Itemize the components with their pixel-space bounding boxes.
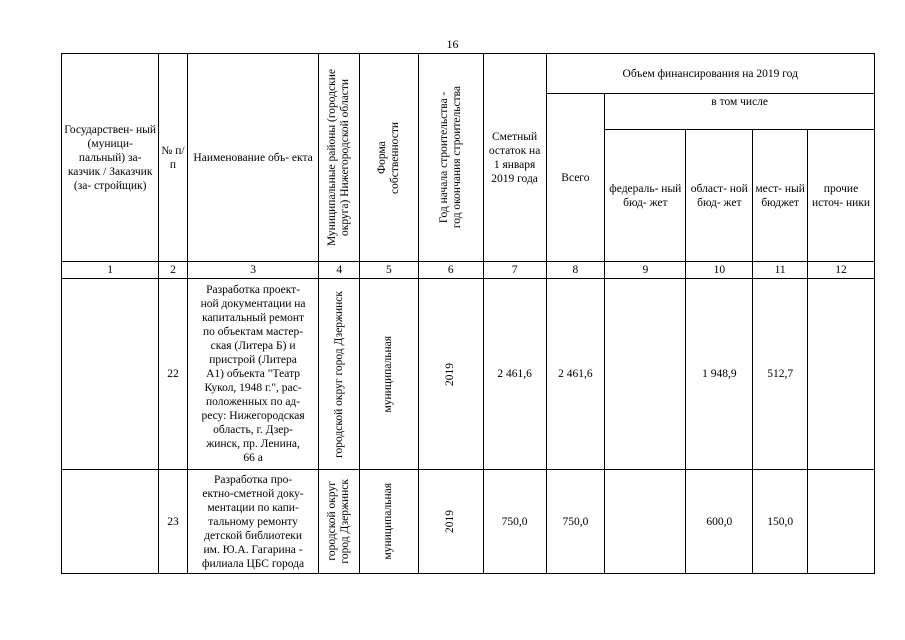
row-ownership bbox=[360, 279, 419, 470]
row-number: 22 bbox=[159, 279, 187, 470]
header-districts-text: Муниципальные районы (городские округа) Нижегородской области bbox=[326, 68, 352, 246]
row-regional: 1 948,9 bbox=[686, 279, 753, 470]
row-local: 150,0 bbox=[753, 470, 808, 574]
header-remainder: Сметный остаток на 1 января 2019 года bbox=[483, 54, 546, 262]
header-years bbox=[418, 54, 483, 262]
column-number: 3 bbox=[187, 262, 319, 279]
row-total: 750,0 bbox=[546, 470, 605, 574]
header-local: мест- ный бюджет bbox=[753, 130, 808, 262]
row-year bbox=[418, 279, 483, 470]
column-number: 1 bbox=[62, 262, 159, 279]
row-federal bbox=[605, 470, 686, 574]
column-number: 5 bbox=[360, 262, 419, 279]
column-number: 11 bbox=[753, 262, 808, 279]
row-district-text: городской округ город Дзержинск bbox=[332, 290, 345, 458]
row-object-name: Разработка про- ектно-сметной доку- ментации по капи- тальному ремонту детской библиотеки им. Ю.А. Гагарина - филиала ЦБС города bbox=[187, 470, 319, 574]
header-number: № п/ п bbox=[159, 54, 187, 262]
row-other bbox=[808, 279, 875, 470]
column-number: 2 bbox=[159, 262, 187, 279]
row-regional: 600,0 bbox=[686, 470, 753, 574]
header-federal: федераль- ный бюд- жет bbox=[605, 130, 686, 262]
row-remainder: 2 461,6 bbox=[483, 279, 546, 470]
row-district bbox=[319, 279, 360, 470]
header-financing: Объем финансирования на 2019 год bbox=[546, 54, 875, 94]
row-local: 512,7 bbox=[753, 279, 808, 470]
row-district bbox=[319, 470, 360, 574]
row-customer bbox=[62, 279, 159, 470]
page-number: 16 bbox=[446, 37, 459, 51]
row-customer bbox=[62, 470, 159, 574]
header-object-name: Наименование объ- екта bbox=[187, 54, 319, 262]
column-number-row bbox=[62, 262, 875, 279]
row-object-name: Разработка проект- ной документации на капитальный ремонт по объектам мастер- ская (Литера Б) и пристрой (Литера А1) объекта "Театр Кукол, 1948 г.", рас- положенных по ад- ресу: Нижегородская область, г. Дзер- жинск, пр. Ленина, 66 а bbox=[187, 279, 319, 470]
financing-table bbox=[61, 53, 875, 574]
header-total: Всего bbox=[546, 94, 605, 262]
row-other bbox=[808, 470, 875, 574]
column-number: 4 bbox=[319, 262, 360, 279]
row-federal bbox=[605, 279, 686, 470]
row-district-text: городской округ город Дзержинск bbox=[326, 479, 352, 564]
table-row bbox=[62, 279, 875, 470]
header-other: прочие источ- ники bbox=[808, 130, 875, 262]
row-ownership-text: муниципальная bbox=[382, 335, 395, 413]
column-number: 10 bbox=[686, 262, 753, 279]
column-number: 9 bbox=[605, 262, 686, 279]
row-year-text: 2019 bbox=[444, 362, 457, 386]
row-ownership-text: муниципальная bbox=[382, 483, 395, 560]
column-number: 6 bbox=[418, 262, 483, 279]
header-ownership bbox=[360, 54, 419, 262]
header-including: в том числе bbox=[605, 94, 875, 130]
row-number: 23 bbox=[159, 470, 187, 574]
row-remainder: 750,0 bbox=[483, 470, 546, 574]
column-number: 7 bbox=[483, 262, 546, 279]
header-districts bbox=[319, 54, 360, 262]
header-ownership-text: Форма собственности bbox=[375, 121, 401, 194]
header-customer: Государствен- ный (муници- пальный) за- казчик / Заказчик (за- стройщик) bbox=[62, 54, 159, 262]
header-regional: област- ной бюд- жет bbox=[686, 130, 753, 262]
row-year-text: 2019 bbox=[444, 510, 457, 533]
row-total: 2 461,6 bbox=[546, 279, 605, 470]
table-row bbox=[62, 470, 875, 574]
row-ownership bbox=[360, 470, 419, 574]
column-number: 8 bbox=[546, 262, 605, 279]
column-number: 12 bbox=[808, 262, 875, 279]
header-years-text: Год начала строительства - год окончания строительства bbox=[437, 86, 463, 229]
row-year bbox=[418, 470, 483, 574]
header-row-1 bbox=[62, 54, 875, 94]
